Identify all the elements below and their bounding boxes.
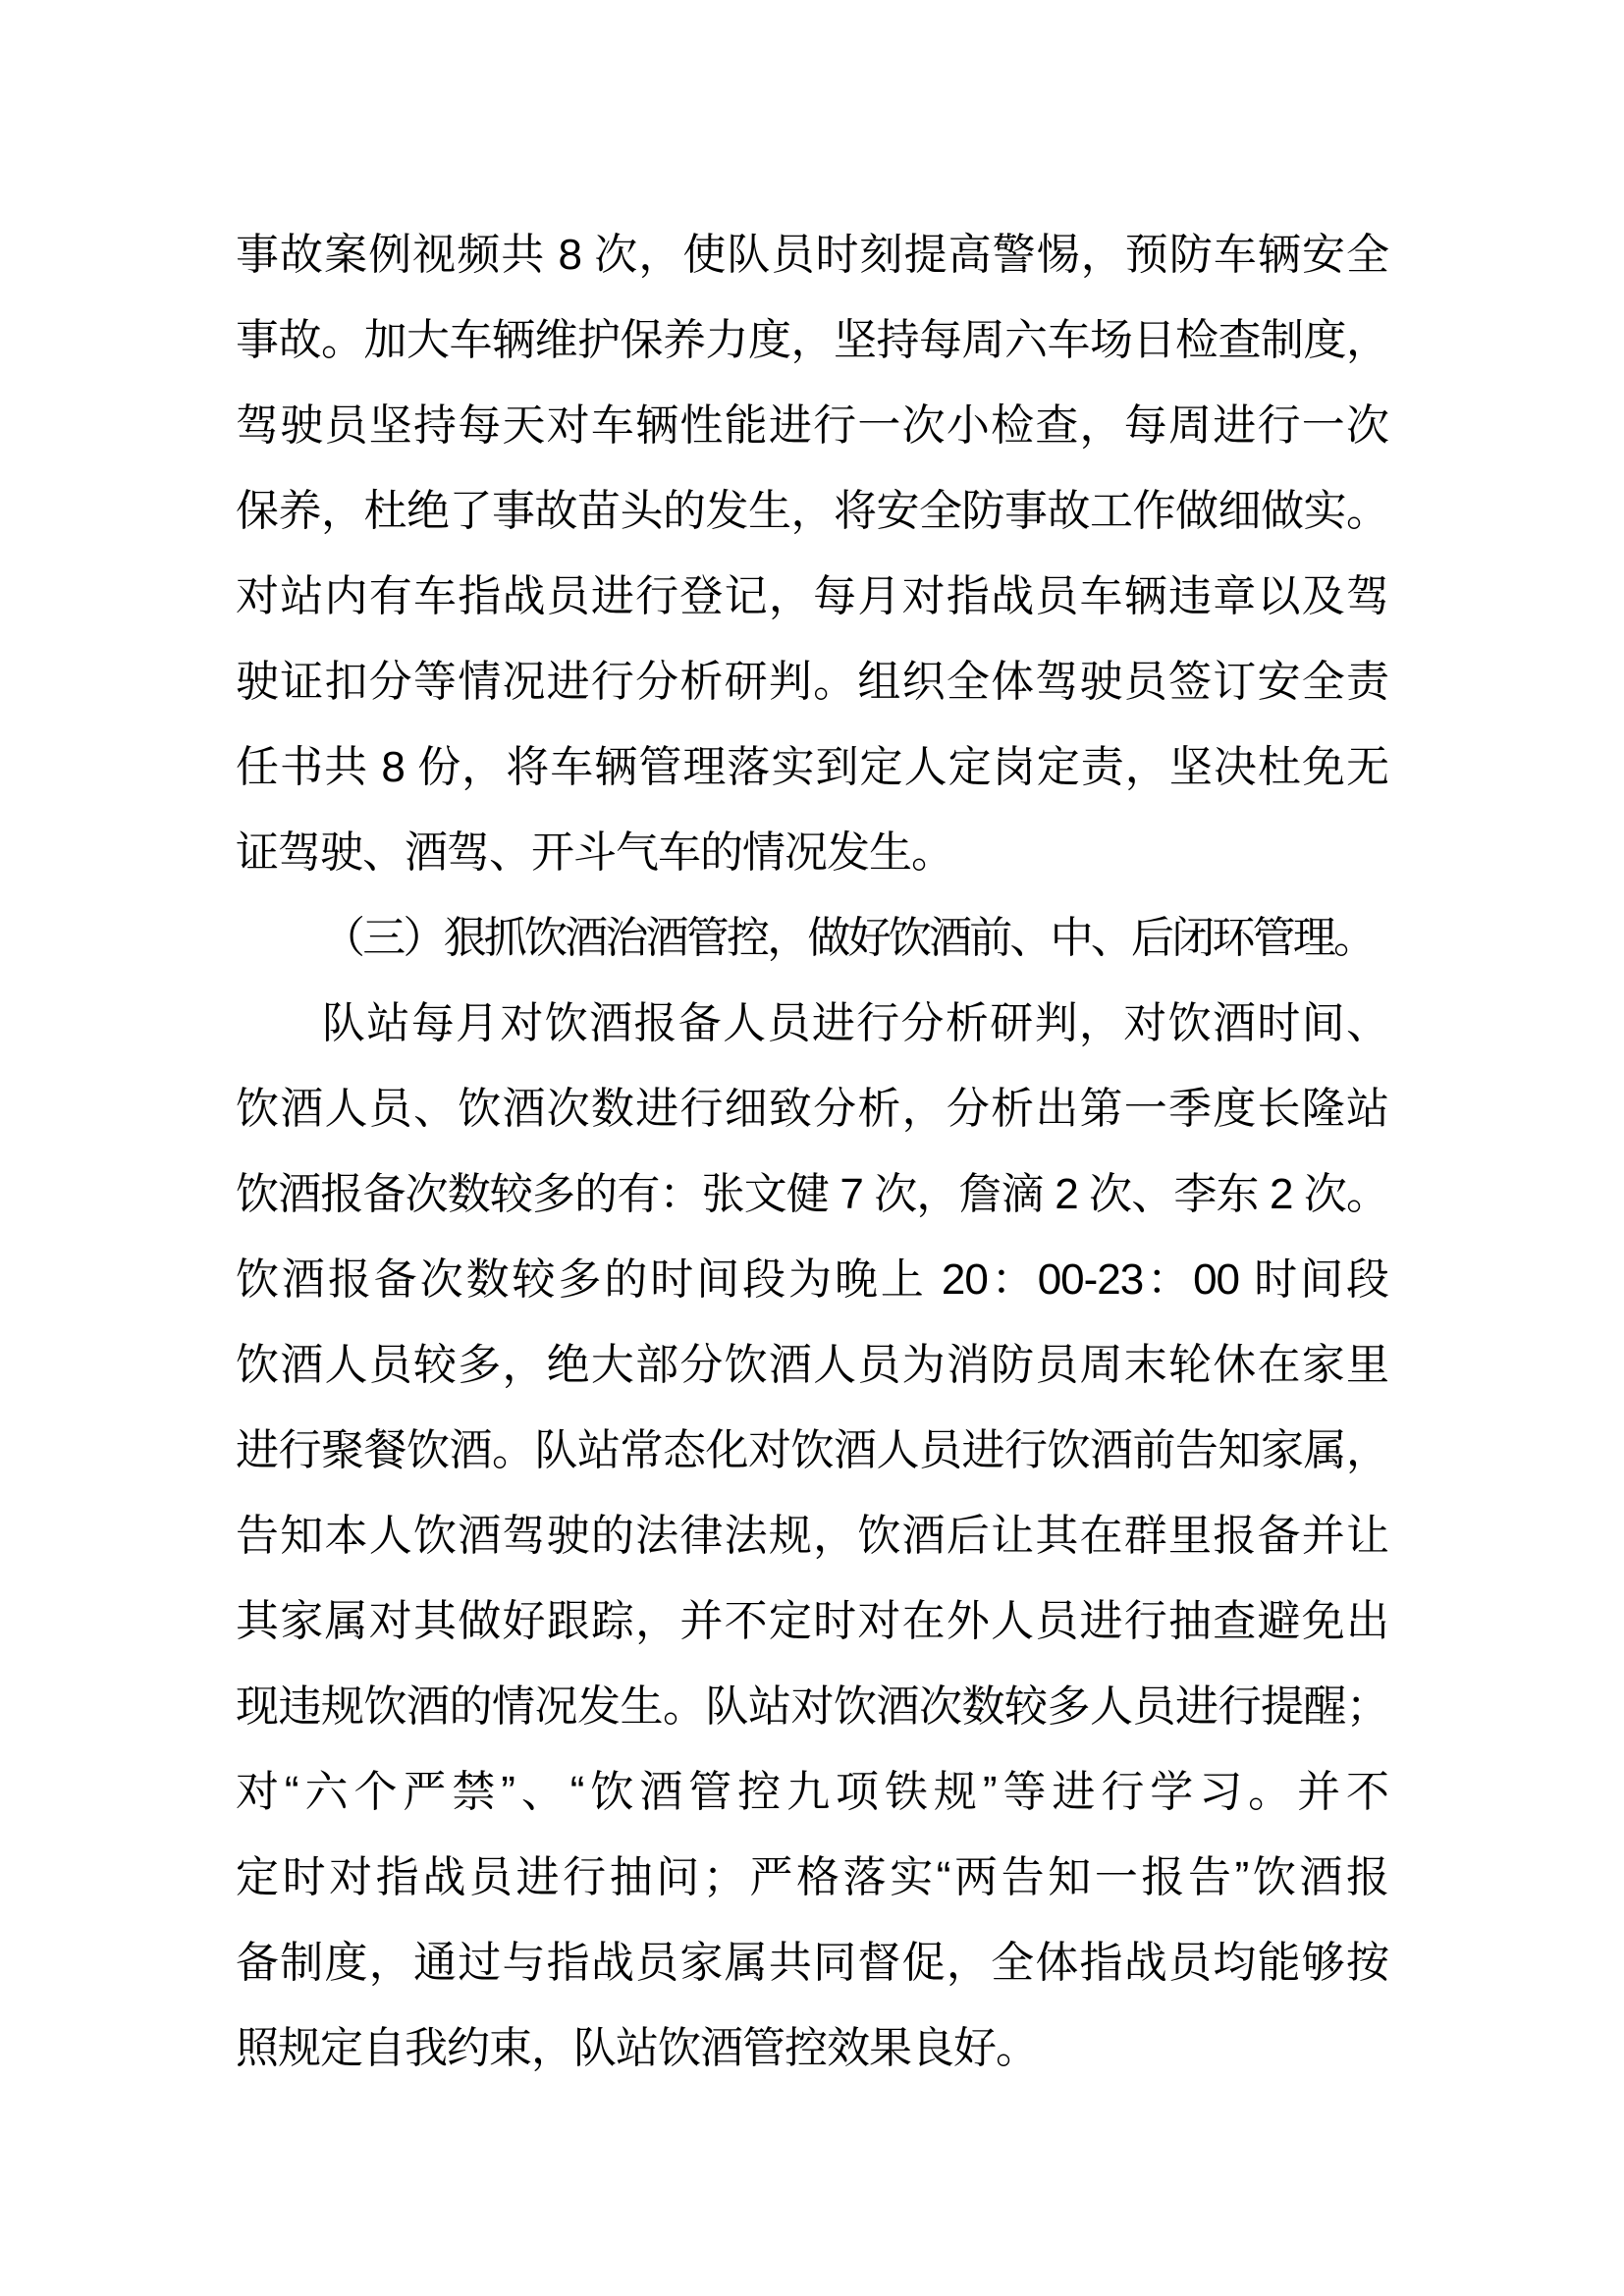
text-line: 事故案例视频共 8 次，使队员时刻提高警惕，预防车辆安全 [236,231,1388,279]
text-line: 进行聚餐饮酒。队站常态化对饮酒人员进行饮酒前告知家属， [236,1426,1388,1474]
text-line: 饮酒报备次数较多的时间段为晚上 20：00-23：00 时间段 [236,1255,1388,1304]
text-line: 对站内有车指战员进行登记，每月对指战员车辆违章以及驾 [236,572,1388,620]
text-line: 证驾驶、酒驾、开斗气车的情况发生。 [236,828,953,877]
text-line: 驶证扣分等情况进行分析研判。组织全体驾驶员签订安全责 [236,658,1388,706]
text-line: 事故。加大车辆维护保养力度，坚持每周六车场日检查制度， [236,316,1388,364]
section-heading-line: （三）狠抓饮酒治酒管控，做好饮酒前、中、后闭环管理。 [322,914,1375,962]
text-line: 任书共 8 份，将车辆管理落实到定人定岗定责，坚决杜免无 [236,743,1388,791]
text-line: 定时对指战员进行抽问；严格落实“两告知一报告”饮酒报 [236,1853,1388,1901]
text-line: 照规定自我约束，队站饮酒管控效果良好。 [236,2024,1038,2072]
text-line: 现违规饮酒的情况发生。队站对饮酒次数较多人员进行提醒； [236,1682,1388,1731]
text-line: 备制度，通过与指战员家属共同督促，全体指战员均能够按 [236,1939,1388,1987]
text-line: 饮酒人员较多，绝大部分饮酒人员为消防员周末轮休在家里 [236,1341,1388,1389]
text-line: 保养，杜绝了事故苗头的发生，将安全防事故工作做细做实。 [236,487,1388,535]
text-line: 其家属对其做好跟踪，并不定时对在外人员进行抽查避免出 [236,1597,1388,1645]
text-line: 驾驶员坚持每天对车辆性能进行一次小检查，每周进行一次 [236,401,1388,450]
text-line: 对“六个严禁”、“饮酒管控九项铁规”等进行学习。并不 [236,1768,1388,1816]
text-line: 饮酒报备次数较多的有：张文健 7 次，詹滴 2 次、李东 2 次。 [236,1170,1388,1218]
text-line: 饮酒人员、饮酒次数进行细致分析，分析出第一季度长隆站 [236,1085,1388,1133]
text-line: 告知本人饮酒驾驶的法律法规，饮酒后让其在群里报备并让 [236,1512,1388,1560]
text-line: 队站每月对饮酒报备人员进行分析研判，对饮酒时间、 [322,999,1388,1047]
